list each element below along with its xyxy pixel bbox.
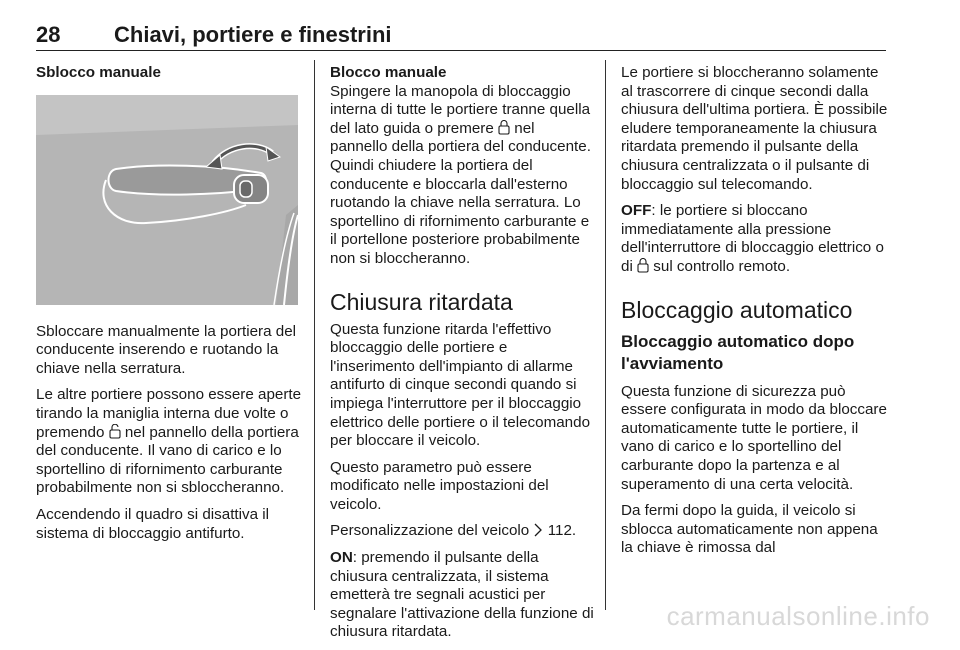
paragraph	[36, 386, 304, 498]
paragraph	[330, 522, 596, 541]
paragraph-text: sul controllo remoto.	[653, 257, 791, 275]
paragraph-text: : le portiere si bloccano immediatamente alla pressione dell'interruttore di bloccaggio elettrico o di	[621, 202, 884, 275]
subheading-sblocco-manuale: Sblocco manuale	[36, 64, 161, 81]
paragraph: Accendendo il quadro si disattiva il sistema di bloccaggio antifurto.	[36, 505, 270, 542]
paragraph: Le portiere si bloccheranno solamente al trascorrere di cinque secondi dalla chiusura dell'ultima portiera. È possibile eludere temporaneamente la chiusura ritardata premendo il pulsante della chiusura centralizzata o il pulsante di bloccaggio sul telecomando.	[621, 64, 888, 193]
door-handle-illustration	[36, 95, 298, 305]
paragraph	[330, 83, 596, 269]
paragraph-text: Personalizzazione del veicolo	[330, 522, 530, 540]
page-ref-arrow-icon	[533, 523, 543, 537]
lock-icon	[637, 258, 649, 273]
page-title: Chiavi, portiere e finestrini	[114, 22, 392, 47]
subheading-bloccaggio-dopo-avviamento: Bloccaggio automatico dopo l'avviamento	[621, 331, 855, 373]
paragraph	[330, 549, 596, 642]
column-divider-2	[605, 60, 606, 610]
paragraph-text: : premendo il pulsante della chiusura centralizzata, il sistema emetterà tre segnali acustici per segnalare l'attivazione della funzione di chiusura ritardata.	[330, 549, 594, 641]
column-2	[330, 64, 596, 650]
column-3	[621, 64, 889, 566]
column-1	[36, 64, 304, 551]
page-header	[36, 22, 886, 52]
paragraph: Questo parametro può essere modificato nelle impostazioni del veicolo.	[330, 458, 549, 513]
unlock-icon	[109, 424, 121, 439]
paragraph-text: Spingere la manopola di bloccaggio interna di tutte le portiere tranne quella del lato guida o premere	[330, 82, 591, 137]
paragraph-text: nel pannello della portiera del conducente. Quindi chiudere la portiera del conducente e bloccarla dall'esterno ruotando la chiave nella serratura. Lo sportellino di rifornimento carburante e il portellone posteriore probabilmente non si bloccheranno.	[330, 119, 591, 267]
section-heading-chiusura-ritardata: Chiusura ritardata	[330, 288, 513, 315]
option-label-on: ON	[330, 549, 353, 567]
paragraph: Questa funzione di sicurezza può essere configurata in modo da bloccare automaticamente tutte le portiere, il vano di carico e lo sportellino del carburante dopo la partenza e al superamento di una certa velocità.	[621, 382, 887, 493]
option-label-off: OFF	[621, 202, 652, 220]
paragraph	[621, 202, 889, 276]
paragraph: Questa funzione ritarda l'effettivo bloccaggio delle portiere e l'inserimento dell'impianto di allarme antifurto di cinque secondi quando si impiega l'interruttore per il bloccaggio elettrico delle portiere o il telecomando per bloccare il veicolo.	[330, 320, 591, 450]
paragraph-text: Le altre portiere possono essere aperte tirando la maniglia interna due volte o premendo	[36, 386, 302, 441]
column-divider-1	[314, 60, 315, 610]
paragraph-text: nel pannello della portiera del conducente. Il vano di carico e lo sportellino di rifornimento carburante probabilmente non si sbloccheranno.	[36, 423, 299, 497]
page-number: 28	[36, 22, 61, 47]
subheading-blocco-manuale: Blocco manuale	[330, 64, 447, 81]
paragraph: Da fermi dopo la guida, il veicolo si sblocca automaticamente non appena la chiave è rimossa dal	[621, 502, 878, 557]
watermark: carmanualsonline.info	[666, 601, 930, 631]
section-heading-bloccaggio-automatico: Bloccaggio automatico	[621, 296, 853, 323]
page-reference: 112.	[547, 522, 577, 540]
paragraph: Sbloccare manualmente la portiera del conducente inserendo e ruotando la chiave nella serratura.	[36, 322, 297, 377]
lock-icon	[498, 120, 510, 135]
header-divider	[36, 50, 886, 51]
